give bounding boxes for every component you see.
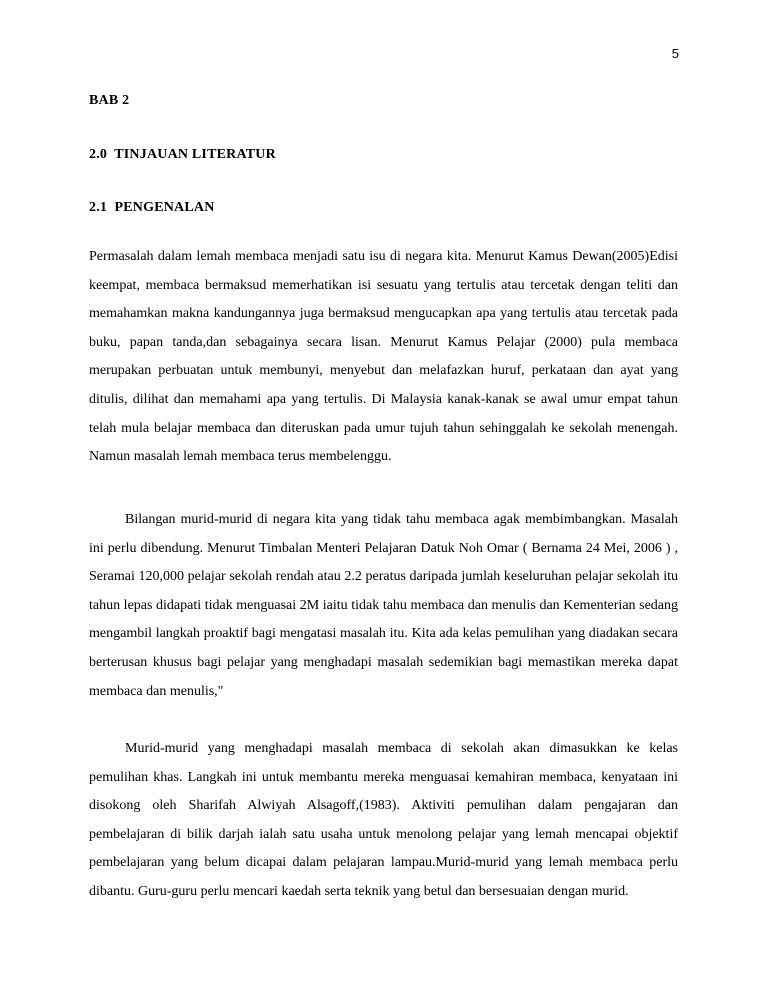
chapter-heading: BAB 2 xyxy=(89,93,130,108)
paragraph-3: Murid-murid yang menghadapi masalah membaca di sekolah akan dimasukkan ke kelas pemulihan khas. Langkah ini untuk membantu mereka menguasai kemahiran membaca, kenyataan ini disokong oleh Sharifah Alwiyah Alsagoff,(1983). Aktiviti pemulihan dalam pengajaran dan pembelajaran di bilik darjah ialah satu usaha untuk menolong pelajar yang lemah mencapai objektif pembelajaran yang belum dicapai dalam pelajaran lampau.Murid-murid yang lemah membaca perlu dibantu. Guru-guru perlu mencari kaedah serta teknik yang betul dan bersesuaian dengan murid. xyxy=(89,741,678,899)
page-number: 5 xyxy=(671,46,679,61)
section-heading: 2.0 TINJAUAN LITERATUR xyxy=(89,147,276,162)
paragraph-2: Bilangan murid-murid di negara kita yang tidak tahu membaca agak membimbangkan. Masalah ini perlu dibendung. Menurut Timbalan Menteri Pelajaran Datuk Noh Omar ( Bernama 24 Mei, 2006 ) , Seramai 120,000 pelajar sekolah rendah atau 2.2 peratus daripada jumlah keseluruhan pelajar sekolah itu tahun lepas didapati tidak menguasai 2M iaitu tidak tahu membaca dan menulis dan Kementerian sedang mengambil langkah proaktif bagi mengatasi masalah itu. Kita ada kelas pemulihan yang diadakan secara berterusan khusus bagi pelajar yang menghadapi masalah sedemikian bagi memastikan mereka dapat membaca dan menulis," xyxy=(89,512,678,699)
subsection-heading: 2.1 PENGENALAN xyxy=(89,200,215,215)
paragraph-1: Permasalah dalam lemah membaca menjadi satu isu di negara kita. Menurut Kamus Dewan(2005)Edisi keempat, membaca bermaksud memerhatikan isi sesuatu yang tertulis atau tercetak dengan teliti dan memahamkan makna kandungannya juga bermaksud mengucapkan apa yang tertulis atau tercetak pada buku, papan tanda,dan sebagainya secara lisan. Menurut Kamus Pelajar (2000) pula membaca merupakan perbuatan untuk membunyi, menyebut dan melafazkan huruf, perkataan dan ayat yang ditulis, dilihat dan memahami apa yang tertulis. Di Malaysia kanak-kanak se awal umur empat tahun telah mula belajar membaca dan diteruskan pada umur tujuh tahun sehinggalah ke sekolah menengah. Namun masalah lemah membaca terus membelenggu. xyxy=(89,249,678,465)
